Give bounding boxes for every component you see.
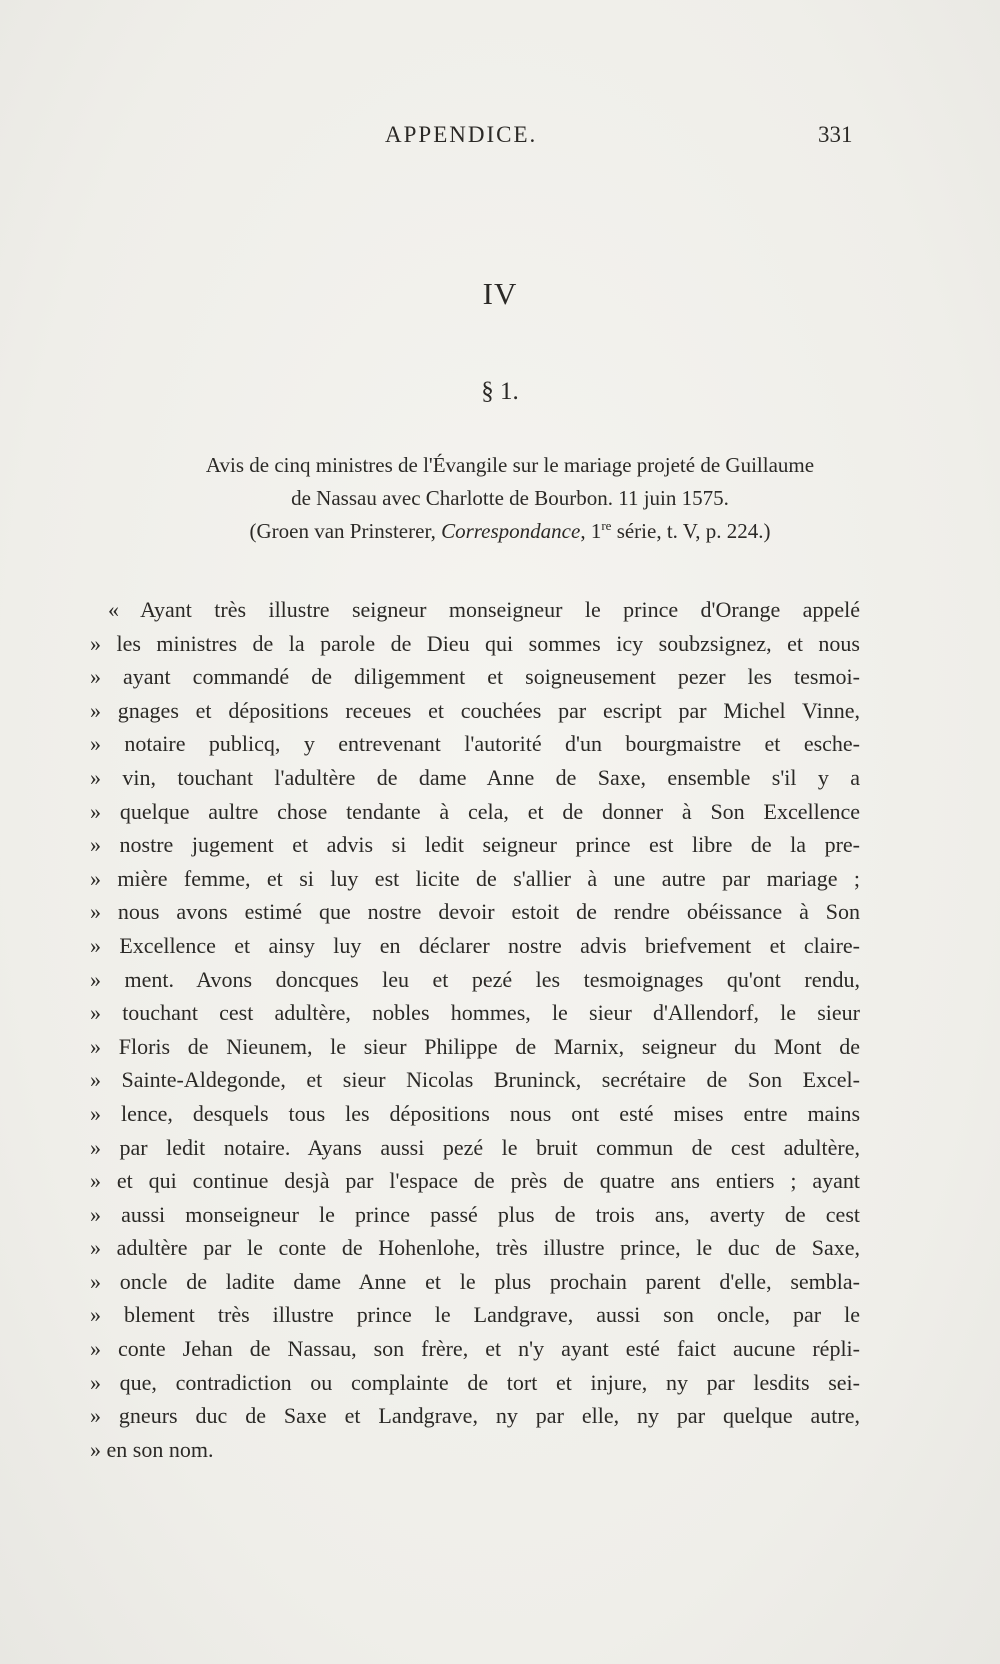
text-line: » les ministres de la parole de Dieu qui sommes icy soubzsignez, et nous [90, 630, 860, 656]
text-line: « Ayant très illustre seigneur monseigneur le prince d'Orange appelé [108, 597, 860, 622]
text-line: » que, contradiction ou complainte de tort et injure, ny par lesdits sei- [90, 1369, 860, 1395]
text-line: » aussi monseigneur le prince passé plus de trois ans, averty de cest [90, 1201, 860, 1227]
citation-series-number: , 1 [580, 519, 602, 543]
heading-line-3 [80, 515, 940, 548]
text-line: » nous avons estimé que nostre devoir estoit de rendre obéissance à Son [90, 899, 860, 925]
document-heading [80, 449, 940, 548]
text-line: » nostre jugement et advis si ledit seigneur prince est libre de la pre- [90, 832, 860, 858]
text-line: » mière femme, et si luy est licite de s'allier à une autre par mariage ; [90, 865, 860, 891]
text-line: » Excellence et ainsy luy en déclarer nostre advis briefvement et claire- [90, 932, 860, 958]
section-number: § 1. [481, 378, 519, 405]
text-line: » gneurs duc de Saxe et Landgrave, ny par elle, ny par quelque autre, [90, 1403, 860, 1429]
heading-line-2: de Nassau avec Charlotte de Bourbon. 11 juin 1575. [291, 486, 729, 510]
text-line: » gnages et dépositions receues et couchées par escript par Michel Vinne, [90, 697, 860, 723]
body-text [90, 593, 860, 1466]
text-line: » et qui continue desjà par l'espace de près de quatre ans entiers ; ayant [90, 1168, 860, 1194]
text-line: » en son nom. [90, 1436, 214, 1462]
citation-author: (Groen van Prinsterer, [249, 519, 436, 543]
text-line: » touchant cest adultère, nobles hommes, le sieur d'Allendorf, le sieur [90, 1000, 860, 1026]
text-line: » oncle de ladite dame Anne et le plus prochain parent d'elle, sembla- [90, 1268, 860, 1294]
citation-title: Correspondance [441, 519, 581, 543]
citation-ordinal-suffix: re [601, 518, 612, 533]
text-line: » blement très illustre prince le Landgrave, aussi son oncle, par le [90, 1302, 860, 1328]
text-line: » Floris de Nieunem, le sieur Philippe de Marnix, seigneur du Mont de [90, 1033, 860, 1059]
heading-line-1: Avis de cinq ministres de l'Évangile sur le mariage projeté de Guillaume [205, 453, 815, 477]
text-line: » quelque aultre chose tendante à cela, et de donner à Son Excellence [90, 798, 860, 824]
page-header [0, 122, 1000, 158]
text-line: » Sainte-Aldegonde, et sieur Nicolas Bruninck, secrétaire de Son Excel- [90, 1067, 860, 1093]
text-line: » ayant commandé de diligemment et soigneusement pezer les tesmoi- [90, 664, 860, 690]
text-line: » ment. Avons doncques leu et pezé les tesmoignages qu'ont rendu, [90, 966, 860, 992]
text-line: » vin, touchant l'adultère de dame Anne de Saxe, ensemble s'il y a [90, 764, 860, 790]
text-line: » conte Jehan de Nassau, son frère, et n'y ayant esté faict aucune répli- [90, 1336, 860, 1362]
page-number: 331 [818, 122, 853, 147]
text-line: » adultère par le conte de Hohenlohe, très illustre prince, le duc de Saxe, [90, 1235, 860, 1261]
text-line: » lence, desquels tous les dépositions nous ont esté mises entre mains [90, 1100, 860, 1126]
citation-details: série, t. V, p. 224.) [611, 519, 771, 543]
part-number: IV [482, 276, 518, 311]
running-head: APPENDICE. [385, 122, 538, 147]
text-line: » notaire publicq, y entrevenant l'autorité d'un bourgmaistre et esche- [90, 731, 860, 757]
text-line: » par ledit notaire. Ayans aussi pezé le bruit commun de cest adultère, [90, 1134, 860, 1160]
